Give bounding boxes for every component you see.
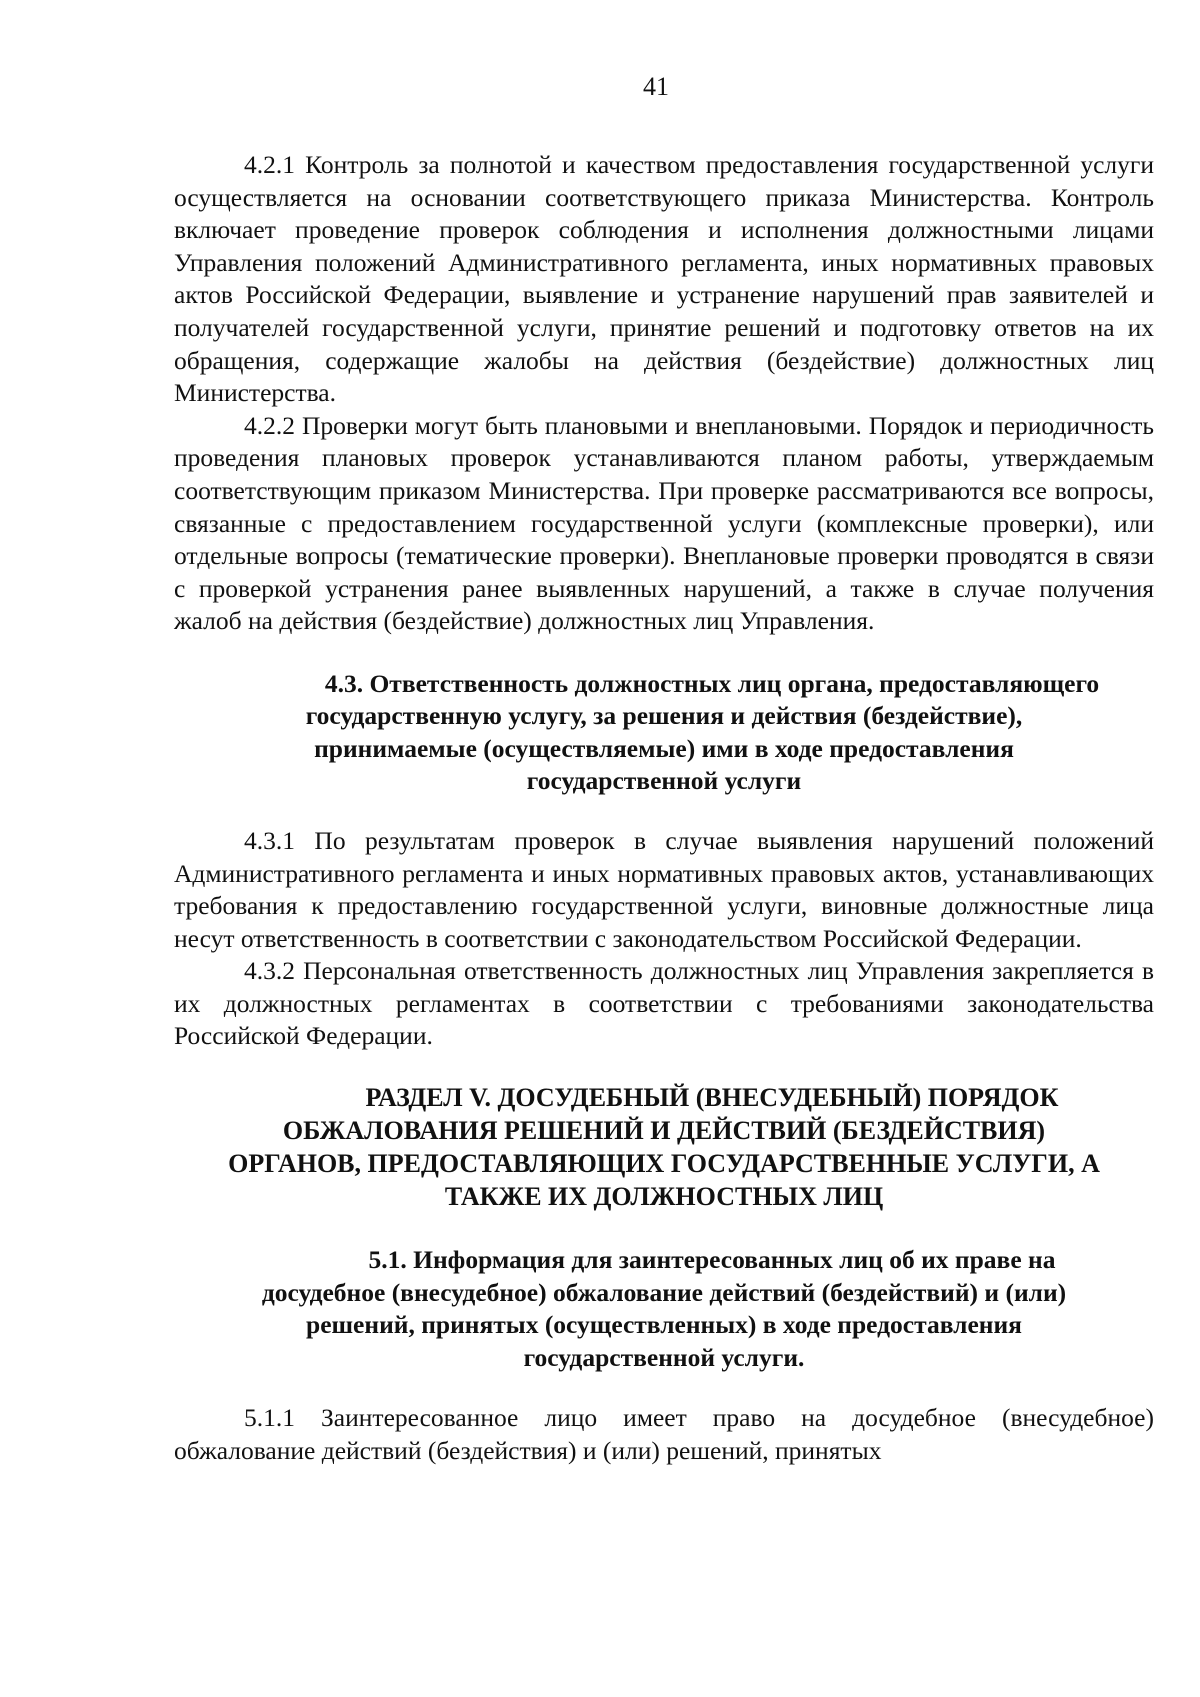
heading-4-3-line-2: государственную услугу, за решения и действия (бездействие),	[305, 701, 1023, 731]
heading-4-3-line-4: государственной услуги	[526, 766, 802, 796]
section-5-heading	[174, 1081, 1154, 1213]
section-5-heading-line-1: РАЗДЕЛ V. ДОСУДЕБНЫЙ (ВНЕСУДЕБНЫЙ) ПОРЯДОК	[365, 1083, 1059, 1113]
heading-5-1-line-4: государственной услуги.	[523, 1342, 805, 1372]
heading-5-1-line-2: досудебное (внесудебное) обжалование действий (бездействий) и (или)	[261, 1277, 1067, 1307]
page-number: 41	[643, 72, 669, 101]
paragraph-4-2-2: 4.2.2 Проверки могут быть плановыми и внеплановыми. Порядок и периодичность проведения плановых проверок устанавливаются планом работы, утверждаемым соответствующим приказом Министерства. При проверке рассматриваются все вопросы, связанные с предоставлением государственной услуги (комплексные проверки), или отдельные вопросы (тематические проверки). Внеплановые проверки проводятся в связи с проверкой устранения ранее выявленных нарушений, а также в случае получения жалоб на действия (бездействие) должностных лиц Управления.	[174, 410, 1154, 636]
heading-4-3	[174, 668, 1154, 798]
paragraph-4-3-1: 4.3.1 По результатам проверок в случае выявления нарушений положений Административного регламента и иных нормативных правовых актов, устанавливающих требования к предоставлению государственной услуги, виновные должностные лица несут ответственность в соответствии с законодательством Российской Федерации.	[174, 825, 1154, 953]
heading-5-1-line-3: решений, принятых (осуществленных) в ходе предоставления	[306, 1310, 1022, 1340]
heading-5-1	[174, 1244, 1154, 1374]
heading-4-3-line-3: принимаемые (осуществляемые) ими в ходе предоставления	[314, 733, 1014, 763]
paragraph-4-3-2: 4.3.2 Персональная ответственность должностных лиц Управления закрепляется в их должностных регламентах в соответствии с требованиями законодательства Российской Федерации.	[174, 956, 1154, 1051]
section-5-heading-line-3: ОРГАНОВ, ПРЕДОСТАВЛЯЮЩИХ ГОСУДАРСТВЕННЫЕ УСЛУГИ, А	[228, 1149, 1100, 1179]
paragraph-5-1-1: 5.1.1 Заинтересованное лицо имеет право на досудебное (внесудебное) обжалование действий (бездействия) и (или) решений, принятых	[174, 1403, 1154, 1465]
section-5-heading-line-4: ТАКЖЕ ИХ ДОЛЖНОСТНЫХ ЛИЦ	[444, 1182, 884, 1212]
heading-4-3-line-1: 4.3. Ответственность должностных лиц органа, предоставляющего	[324, 668, 1100, 698]
paragraph-4-2-1: 4.2.1 Контроль за полнотой и качеством предоставления государственной услуги осуществляется на основании соответствующего приказа Министерства. Контроль включает проведение проверок соблюдения и исполнения должностными лицами Управления положений Административного регламента, иных нормативных правовых актов Российской Федерации, выявление и устранение нарушений прав заявителей и получателей государственной услуги, принятие решений и подготовку ответов на их обращения, содержащие жалобы на действия (бездействие) должностных лиц Министерства.	[174, 150, 1154, 408]
document-body	[174, 149, 1154, 1467]
section-5-heading-line-2: ОБЖАЛОВАНИЯ РЕШЕНИЙ И ДЕЙСТВИЙ (БЕЗДЕЙСТВИЯ)	[282, 1116, 1046, 1146]
heading-5-1-line-1: 5.1. Информация для заинтересованных лиц об их праве на	[368, 1245, 1056, 1275]
